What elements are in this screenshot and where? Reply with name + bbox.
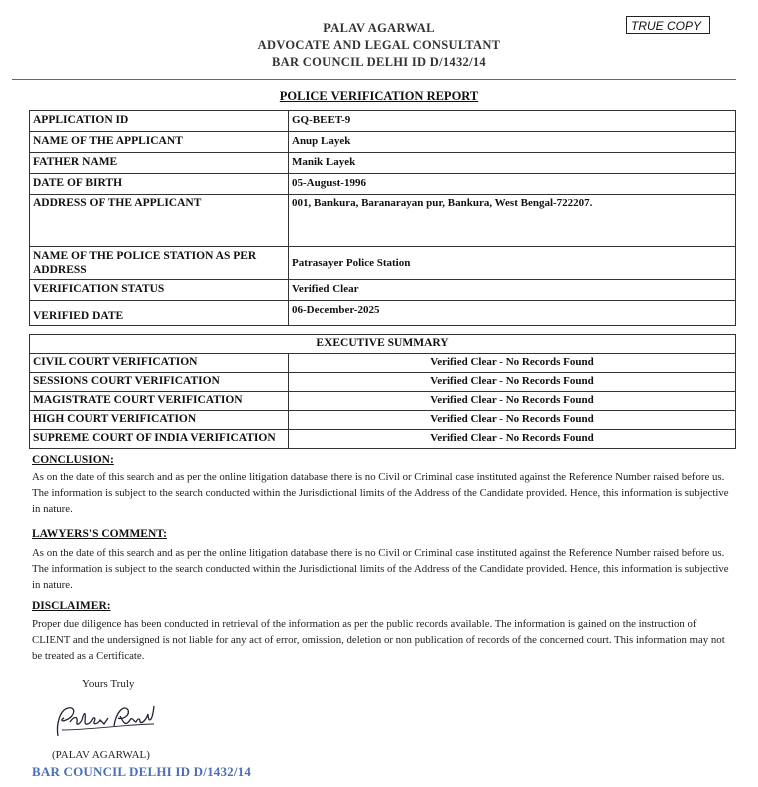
table-row bbox=[30, 280, 736, 301]
applicant-details-table bbox=[29, 110, 736, 326]
table-row bbox=[30, 247, 736, 280]
summary-heading: EXECUTIVE SUMMARY bbox=[30, 335, 736, 354]
detail-value: Verified Clear bbox=[289, 280, 736, 301]
table-row bbox=[30, 195, 736, 247]
summary-value: Verified Clear - No Records Found bbox=[289, 354, 736, 373]
signatory-name: (PALAV AGARWAL) bbox=[52, 749, 150, 761]
detail-label: NAME OF THE APPLICANT bbox=[30, 132, 289, 153]
table-row bbox=[30, 430, 736, 449]
signatory-bar-id: BAR COUNCIL DELHI ID D/1432/14 bbox=[32, 764, 252, 779]
closing-salutation: Yours Truly bbox=[82, 678, 135, 690]
detail-value: 06-December-2025 bbox=[289, 301, 736, 326]
detail-label: DATE OF BIRTH bbox=[30, 174, 289, 195]
advocate-bar-id: BAR COUNCIL DELHI ID D/1432/14 bbox=[272, 55, 486, 69]
summary-label: SUPREME COURT OF INDIA VERIFICATION bbox=[30, 430, 289, 449]
summary-value: Verified Clear - No Records Found bbox=[289, 373, 736, 392]
disclaimer-text: Proper due diligence has been conducted in retrieval of the information as per the public records available. The information is gained on the instruction of CLIENT and the undersigned is not liable for any act of error, omission, deletion or non publication of records of the concerned court. This information may not be treated as a Certificate. bbox=[32, 618, 725, 662]
summary-value: Verified Clear - No Records Found bbox=[289, 430, 736, 449]
advocate-name: PALAV AGARWAL bbox=[323, 21, 435, 35]
handwritten-signature bbox=[50, 700, 160, 742]
table-row bbox=[30, 392, 736, 411]
table-row bbox=[30, 132, 736, 153]
detail-label: NAME OF THE POLICE STATION AS PER ADDRESS bbox=[30, 247, 289, 280]
disclaimer-title: DISCLAIMER: bbox=[32, 600, 111, 612]
table-row bbox=[30, 153, 736, 174]
lawyers-comment-title: LAWYERS'S COMMENT: bbox=[32, 528, 167, 540]
report-title-text: POLICE VERIFICATION REPORT bbox=[279, 89, 479, 103]
lawyers-comment-text: As on the date of this search and as per the online litigation database there is no Civil or Criminal case instituted against the Reference Number raised before us. The information is subject to the search conducted within the Jurisdictional limits of the Address of the Candidate provided. Hence, this information is subjective in nature. bbox=[32, 547, 729, 591]
executive-summary-table bbox=[29, 334, 736, 449]
detail-value: 001, Bankura, Baranarayan pur, Bankura, West Bengal-722207. bbox=[289, 195, 736, 247]
table-row bbox=[30, 111, 736, 132]
conclusion-title: CONCLUSION: bbox=[32, 454, 114, 466]
detail-label: VERIFIED DATE bbox=[30, 301, 289, 326]
header-divider bbox=[12, 79, 736, 80]
advocate-designation: ADVOCATE AND LEGAL CONSULTANT bbox=[257, 38, 501, 52]
true-copy-stamp: TRUE COPY bbox=[626, 16, 710, 34]
detail-value: Patrasayer Police Station bbox=[289, 247, 736, 280]
detail-label: VERIFICATION STATUS bbox=[30, 280, 289, 301]
table-row bbox=[30, 301, 736, 326]
table-row bbox=[30, 354, 736, 373]
detail-label: FATHER NAME bbox=[30, 153, 289, 174]
detail-value: GQ-BEET-9 bbox=[289, 111, 736, 132]
detail-label: APPLICATION ID bbox=[30, 111, 289, 132]
summary-value: Verified Clear - No Records Found bbox=[289, 411, 736, 430]
summary-label: SESSIONS COURT VERIFICATION bbox=[30, 373, 289, 392]
detail-value: Manik Layek bbox=[289, 153, 736, 174]
summary-value: Verified Clear - No Records Found bbox=[289, 392, 736, 411]
table-row bbox=[30, 373, 736, 392]
table-row bbox=[30, 174, 736, 195]
table-row bbox=[30, 411, 736, 430]
detail-value: Anup Layek bbox=[289, 132, 736, 153]
table-header-row bbox=[30, 335, 736, 354]
summary-label: HIGH COURT VERIFICATION bbox=[30, 411, 289, 430]
conclusion-text: As on the date of this search and as per the online litigation database there is no Civil or Criminal case instituted against the Reference Number raised before us. The information is subject to the search conducted within the Jurisdictional limits of the Address of the Candidate provided. Hence, this information is subjective in nature. bbox=[32, 471, 729, 515]
report-title bbox=[0, 87, 758, 105]
detail-value: 05-August-1996 bbox=[289, 174, 736, 195]
summary-label: MAGISTRATE COURT VERIFICATION bbox=[30, 392, 289, 411]
summary-label: CIVIL COURT VERIFICATION bbox=[30, 354, 289, 373]
detail-label: ADDRESS OF THE APPLICANT bbox=[30, 195, 289, 247]
